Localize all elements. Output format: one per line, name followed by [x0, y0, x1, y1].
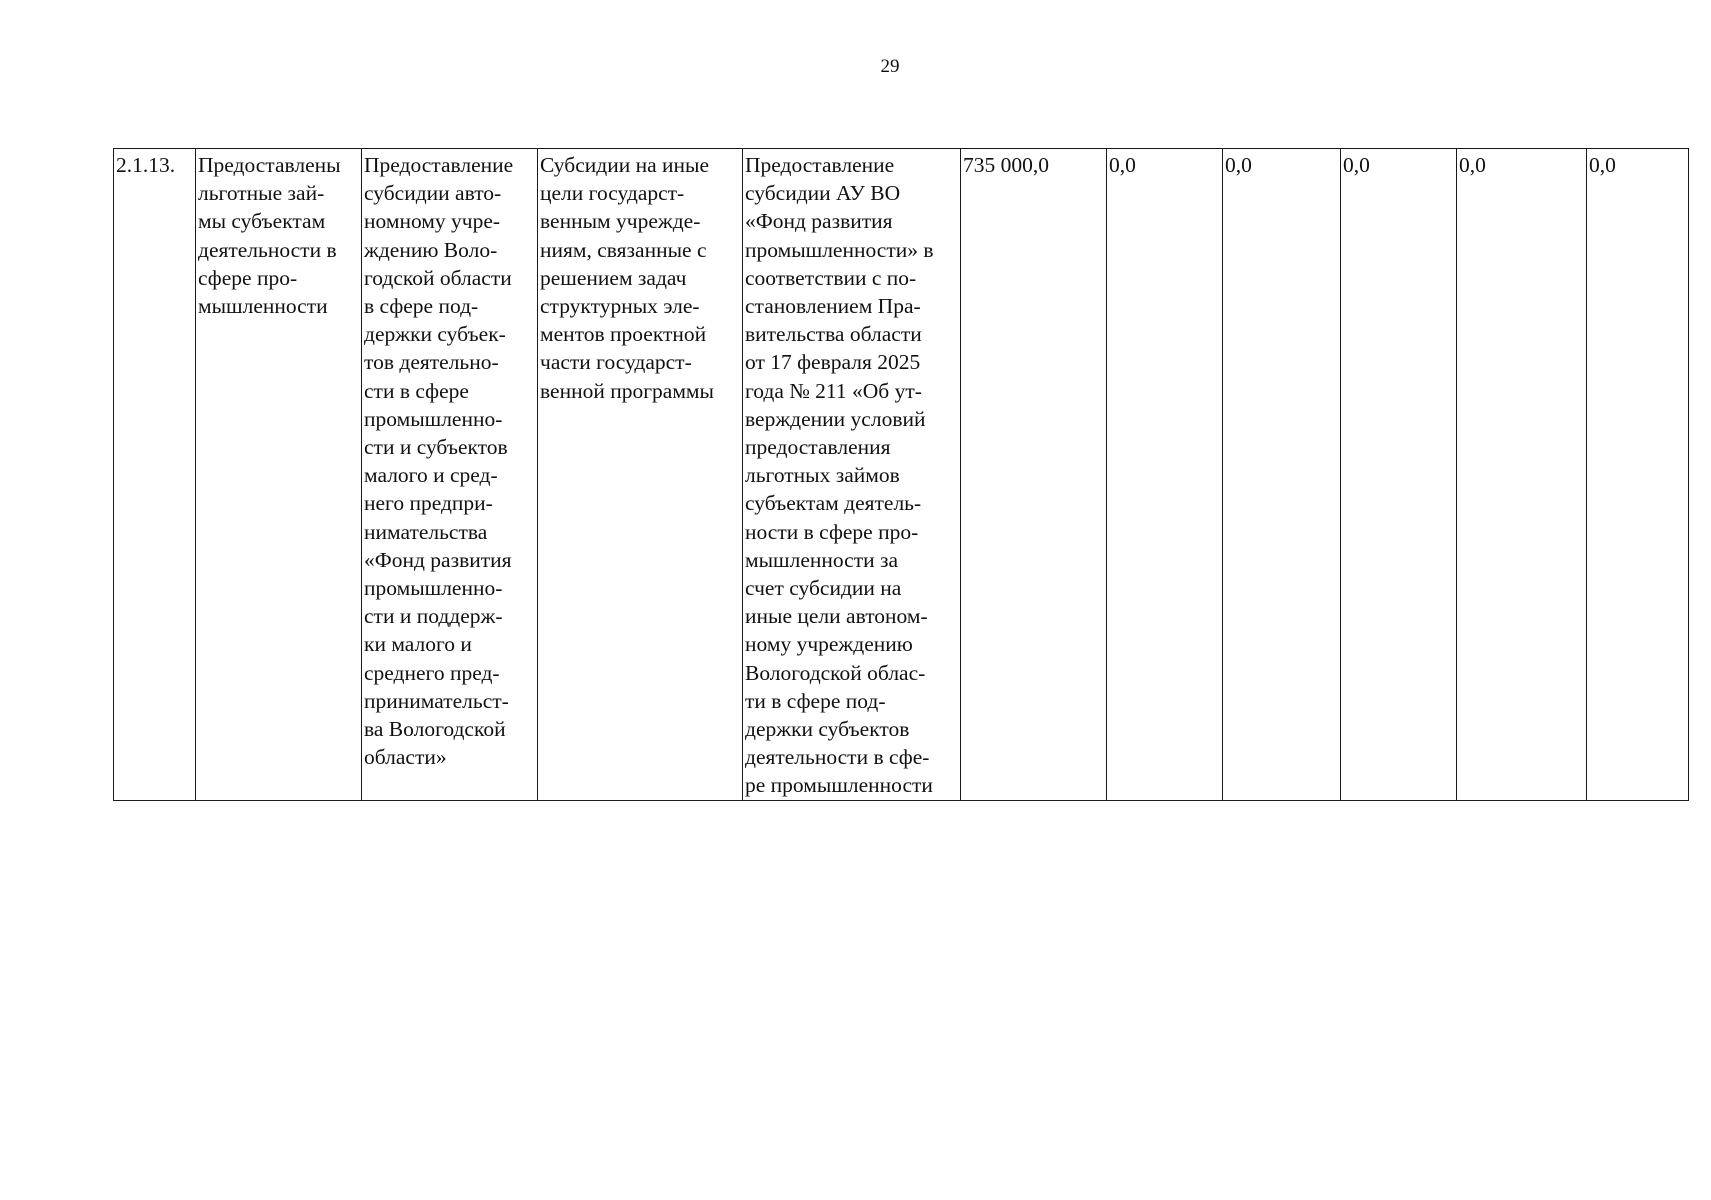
characteristic-cell: Предоставление субсидии АУ ВО «Фонд развития промышленности» в соответствии с по- становлением Пра- вительства области от 17 февраля 2025 года № 211 «Об ут- верждении условий предоставления льготных займов субъектам деятель- ности в сфере про- мышленности за счет субсидии на иные цели автоном- ному учреждению Вологодской облас- ти в сфере под- держки субъектов деятельности в сфе- ре промышленности	[743, 149, 961, 801]
measure-description-cell: Предоставление субсидии авто- номному учре- ждению Воло- годской области в сфере под- держки субъек- тов деятельно- сти в сфере промышленно- сти и субъектов малого и сред- него предпри- нимательства «Фонд развития промышленно- сти и поддерж- ки малого и среднего пред- принимательст- ва Вологодской области»	[362, 149, 538, 801]
value-cell: 0,0	[1341, 149, 1457, 801]
value-cell: 0,0	[1223, 149, 1341, 801]
value-cell: 0,0	[1457, 149, 1587, 801]
value-cell: 0,0	[1587, 149, 1689, 801]
measures-table	[113, 148, 1689, 801]
measure-type-cell: Субсидии на иные цели государст- венным учрежде- ниям, связанные с решением задач структурных эле- ментов проектной части государст- венной программы	[538, 149, 743, 801]
table-row	[114, 149, 1689, 801]
item-number-cell: 2.1.13.	[114, 149, 196, 801]
value-cell: 0,0	[1107, 149, 1223, 801]
value-cell: 735 000,0	[961, 149, 1107, 801]
page-number: 29	[880, 56, 900, 77]
result-name-cell: Предоставлены льготные зай- мы субъектам деятельности в сфере про- мышленности	[196, 149, 362, 801]
